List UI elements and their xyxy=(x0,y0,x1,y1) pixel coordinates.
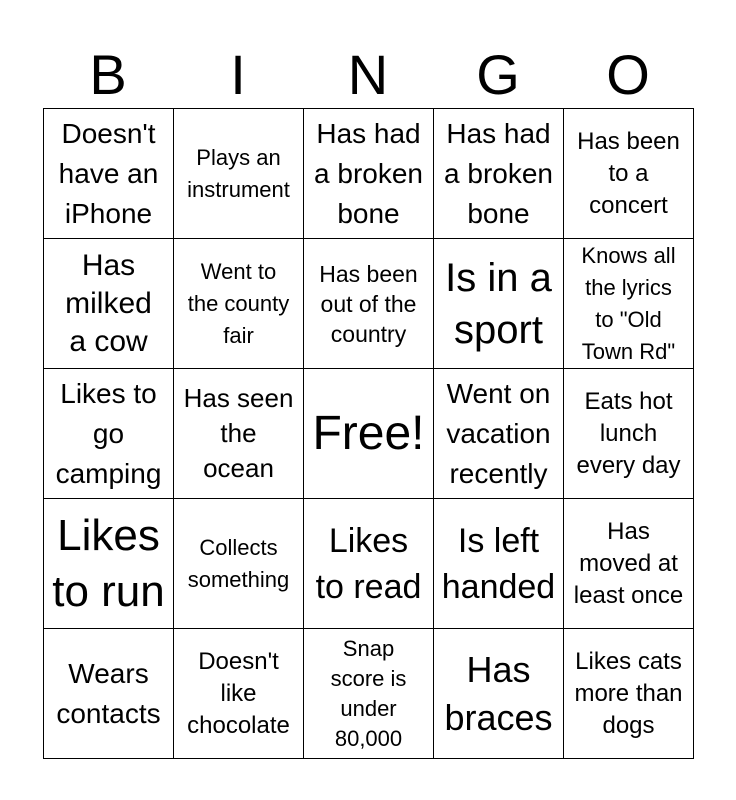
bingo-cell[interactable]: Has milked a cow xyxy=(44,239,174,369)
board-row xyxy=(44,499,694,629)
bingo-cell[interactable]: Likes to go camping xyxy=(44,369,174,499)
bingo-cell[interactable]: Likes to read xyxy=(304,499,434,629)
bingo-board xyxy=(43,108,694,759)
board-row xyxy=(44,629,694,759)
bingo-header xyxy=(43,44,693,106)
bingo-cell[interactable]: Plays an instrument xyxy=(174,109,304,239)
bingo-cell[interactable]: Has had a broken bone xyxy=(434,109,564,239)
header-letter-b: B xyxy=(89,43,127,106)
bingo-cell[interactable]: Has seen the ocean xyxy=(174,369,304,499)
board-row xyxy=(44,239,694,369)
board-row xyxy=(44,369,694,499)
bingo-cell[interactable]: Doesn't have an iPhone xyxy=(44,109,174,239)
header-letter-n: N xyxy=(347,43,389,106)
header-letter-g: G xyxy=(476,43,520,106)
header-letter-o: O xyxy=(606,43,650,106)
bingo-cell[interactable]: Has been out of the country xyxy=(304,239,434,369)
bingo-cell[interactable]: Has been to a concert xyxy=(564,109,694,239)
bingo-cell[interactable]: Collects something xyxy=(174,499,304,629)
bingo-cell[interactable]: Likes cats more than dogs xyxy=(564,629,694,759)
bingo-cell[interactable]: Has moved at least once xyxy=(564,499,694,629)
bingo-cell[interactable]: Doesn't like chocolate xyxy=(174,629,304,759)
bingo-cell[interactable]: Has braces xyxy=(434,629,564,759)
bingo-cell[interactable]: Wears contacts xyxy=(44,629,174,759)
bingo-cell[interactable]: Is left handed xyxy=(434,499,564,629)
free-space-cell[interactable]: Free! xyxy=(304,369,434,499)
bingo-cell[interactable]: Likes to run xyxy=(44,499,174,629)
board-row xyxy=(44,109,694,239)
bingo-cell[interactable]: Knows all the lyrics to "Old Town Rd" xyxy=(564,239,694,369)
bingo-cell[interactable]: Has had a broken bone xyxy=(304,109,434,239)
bingo-cell[interactable]: Snap score is under 80,000 xyxy=(304,629,434,759)
bingo-cell[interactable]: Is in a sport xyxy=(434,239,564,369)
bingo-cell[interactable]: Went to the county fair xyxy=(174,239,304,369)
header-letter-i: I xyxy=(230,43,246,106)
bingo-cell[interactable]: Went on vacation recently xyxy=(434,369,564,499)
bingo-cell[interactable]: Eats hot lunch every day xyxy=(564,369,694,499)
